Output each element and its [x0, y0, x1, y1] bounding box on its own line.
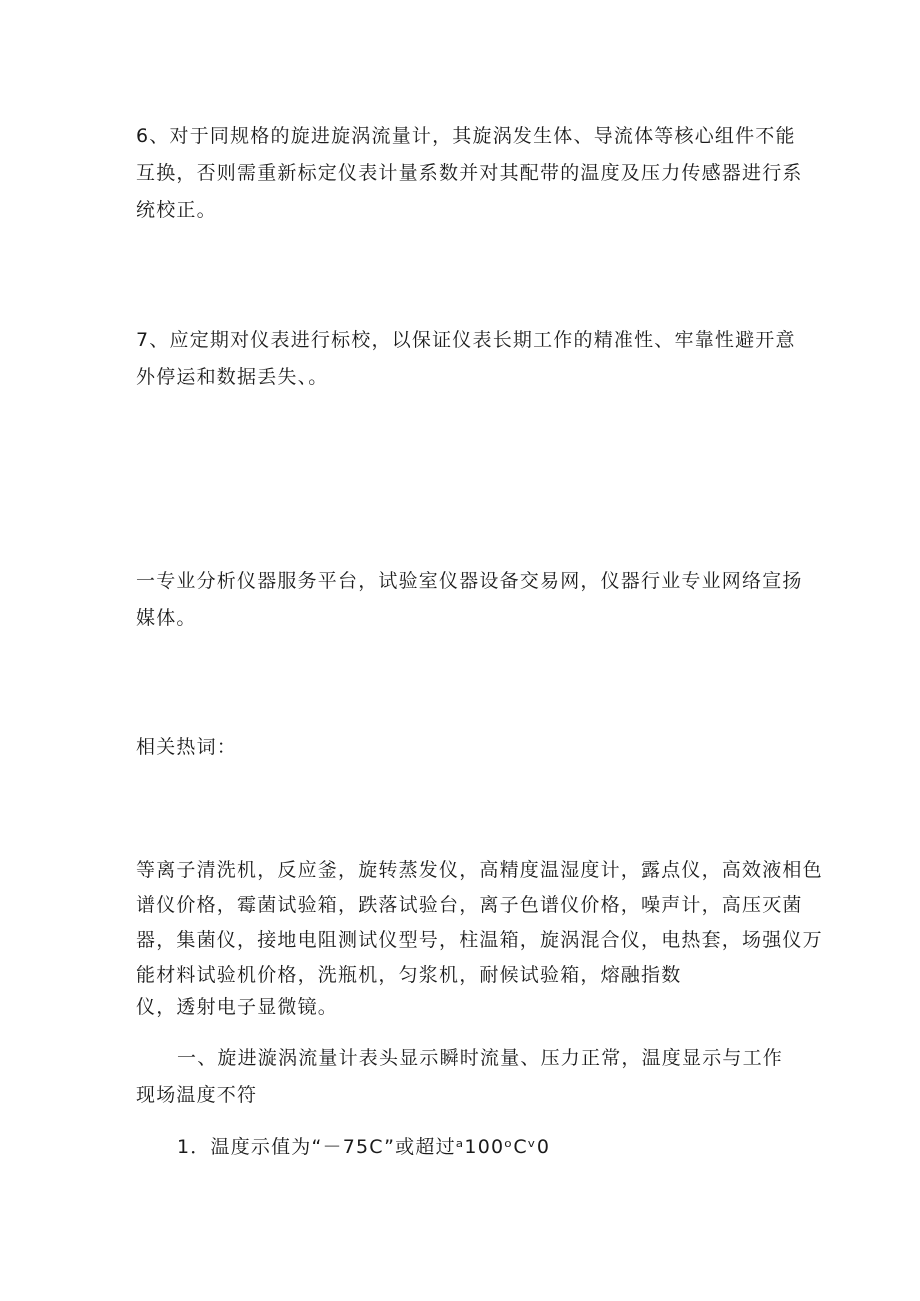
paragraph-7-line: 7、应定期对仪表进行标校，以保证仪表长期工作的精准性、牢靠性避开意 [136, 329, 796, 351]
item-1-line: 1．温度示值为“－75C”或超过ᵃ100ᵒCᵛ0 [177, 1136, 551, 1158]
paragraph-6 [136, 118, 803, 229]
hotwords-label: 相关热词： [136, 736, 238, 758]
hotwords-heading [136, 729, 796, 766]
paragraph-7-line: 外停运和数据丢失、。 [136, 366, 329, 388]
platform-line: 一专业分析仪器服务平台，试验室仪器设备交易网，仪器行业专业网络宣扬 [136, 570, 803, 592]
hotwords-line: 器，集菌仪，接地电阻测试仪型号，柱温箱，旋涡混合仪，电热套，场强仪万 [136, 929, 823, 951]
hotwords-line: 谱仪价格，霉菌试验箱，跌落试验台，离子色谱仪价格，噪声计，高压灭菌 [136, 894, 803, 916]
paragraph-6-line: 6、对于同规格的旋进旋涡流量计，其旋涡发生体、导流体等核心组件不能 [136, 125, 796, 147]
paragraph-6-line: 统校正。 [136, 199, 217, 221]
hotwords-line: 等离子清洗机，反应釜，旋转蒸发仪，高精度温湿度计，露点仪，高效液相色 [136, 859, 823, 881]
hotwords-line: 能材料试验机价格，洗瓶机，匀浆机，耐候试验箱，熔融指数 [136, 964, 682, 986]
hotwords-list [136, 853, 823, 1021]
paragraph-7 [136, 322, 796, 396]
section-1-line: 一、旋进漩涡流量计表头显示瞬时流量、压力正常，温度显示与工作 [177, 1047, 784, 1069]
platform-paragraph [136, 563, 803, 637]
section-1-heading [136, 1040, 796, 1114]
section-1-line: 现场温度不符 [136, 1084, 258, 1106]
platform-line: 媒体。 [136, 607, 197, 629]
hotwords-line: 仪，透射电子显微镜。 [136, 996, 339, 1018]
item-1 [136, 1129, 796, 1166]
paragraph-6-line: 互换，否则需重新标定仪表计量系数并对其配带的温度及压力传感器进行系 [136, 162, 803, 184]
